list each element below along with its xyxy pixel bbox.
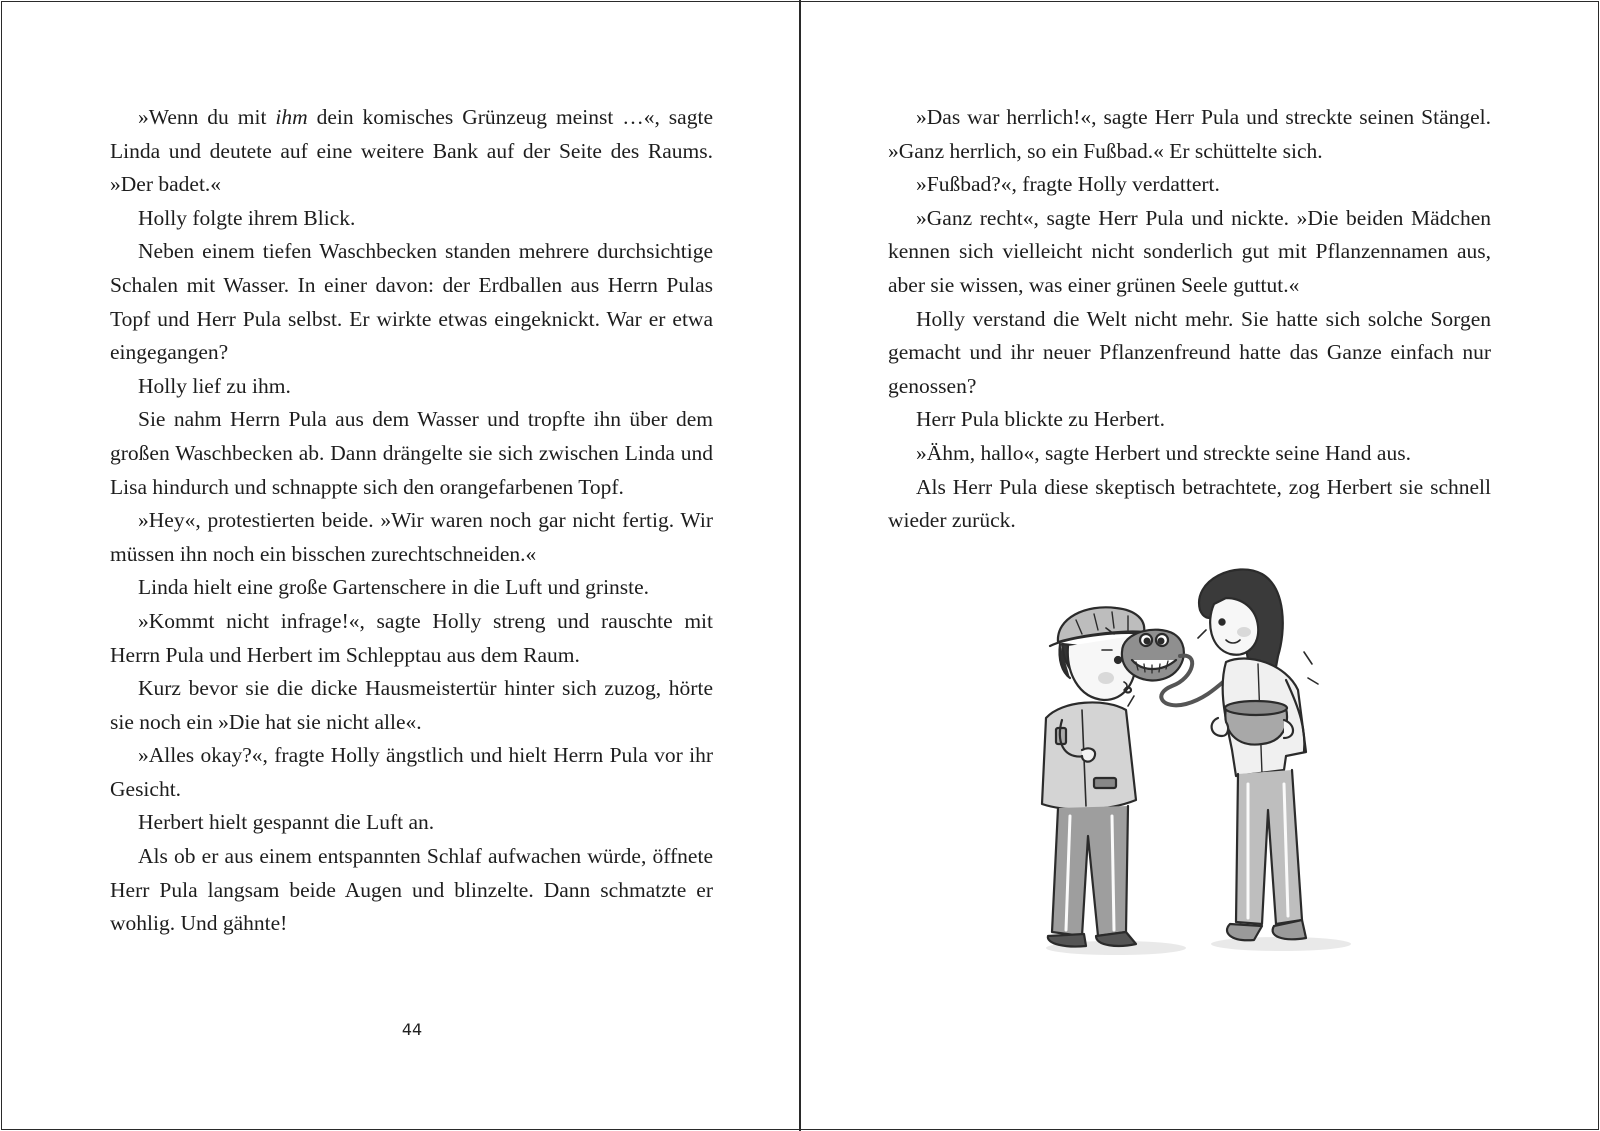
left-page-text bbox=[110, 101, 713, 941]
paragraph: Holly lief zu ihm. bbox=[138, 373, 291, 398]
paragraph: »Fußbad?«, fragte Holly verdattert. bbox=[916, 172, 1220, 197]
emphasis-text: ihm bbox=[275, 105, 308, 129]
paragraph: Herr Pula blickte zu Herbert. bbox=[916, 407, 1165, 432]
paragraph: »Hey«, protestierten beide. »Wir waren noch gar nicht fertig. Wir müssen ihn noch ein bisschen zurechtschneiden.« bbox=[110, 508, 713, 566]
paragraph bbox=[110, 101, 713, 202]
paragraph: Neben einem tiefen Waschbecken standen mehrere durchsichtige Schalen mit Wasser. In einer davon: der Erdballen aus Herrn Pulas Topf und Herr Pula selbst. Er wirkte etwas eingeknickt. War er etwa eingegangen? bbox=[110, 239, 713, 365]
page-number: 44 bbox=[401, 1020, 423, 1039]
right-page bbox=[801, 0, 1600, 1131]
paragraph: Kurz bevor sie die dicke Hausmeistertür hinter sich zuzog, hörte sie noch ein »Die hat sie nicht alle«. bbox=[110, 676, 713, 734]
paragraph: »Ganz recht«, sagte Herr Pula und nickte. »Die beiden Mädchen kennen sich vielleicht nicht sonderlich gut mit Pflanzennamen aus, aber sie wissen, was einer grünen Seele guttut.« bbox=[888, 205, 1491, 297]
paragraph: »Das war herrlich!«, sagte Herr Pula und streckte seinen Stängel. »Ganz herrlich, so ein Fußbad.« Er schüttelte sich. bbox=[888, 105, 1491, 163]
paragraph: Holly verstand die Welt nicht mehr. Sie hatte sich solche Sorgen gemacht und ihr neuer Pflanzenfreund hatte das Ganze einfach nur genossen? bbox=[888, 306, 1491, 398]
paragraph: Herbert hielt gespannt die Luft an. bbox=[138, 810, 435, 835]
paragraph: »Kommt nicht infrage!«, sagte Holly streng und rauschte mit Herrn Pula und Herbert im Schlepptau aus dem Raum. bbox=[110, 608, 713, 667]
paragraph: Als ob er aus einem entspannten Schlaf aufwachen würde, öffnete Herr Pula langsam beide Augen und blinzelte. Dann schmatzte er wohlig. Und gähnte! bbox=[110, 844, 713, 936]
girl-figure bbox=[1199, 569, 1318, 940]
paragraph-text: dein komisches Grünzeug meinst …«, sagte Linda und deutete auf eine weitere Bank auf der Seite des Raums. »Der badet.« bbox=[110, 105, 713, 197]
paragraph: Als Herr Pula diese skeptisch betrachtete, zog Herbert sie schnell wieder zurück. bbox=[888, 474, 1491, 533]
boy-girl-plant-illustration bbox=[986, 560, 1386, 980]
paragraph: Linda hielt eine große Gartenschere in die Luft und grinste. bbox=[138, 575, 650, 600]
paragraph: »Ähm, hallo«, sagte Herbert und streckte seine Hand aus. bbox=[916, 440, 1411, 465]
right-page-text bbox=[888, 101, 1491, 538]
paragraph: Sie nahm Herrn Pula aus dem Wasser und tropfte ihn über dem großen Waschbecken ab. Dann drängelte sie sich zwischen Linda und Lisa hindurch und schnappte sich den orangefarbenen Topf. bbox=[110, 407, 713, 499]
illustration-drawing bbox=[986, 560, 1386, 980]
left-page bbox=[0, 0, 799, 1131]
paragraph: »Alles okay?«, fragte Holly ängstlich und hielt Herrn Pula vor ihr Gesicht. bbox=[110, 743, 713, 801]
paragraph: Holly folgte ihrem Blick. bbox=[138, 205, 356, 230]
paragraph-text: »Wenn du mit bbox=[138, 105, 276, 129]
